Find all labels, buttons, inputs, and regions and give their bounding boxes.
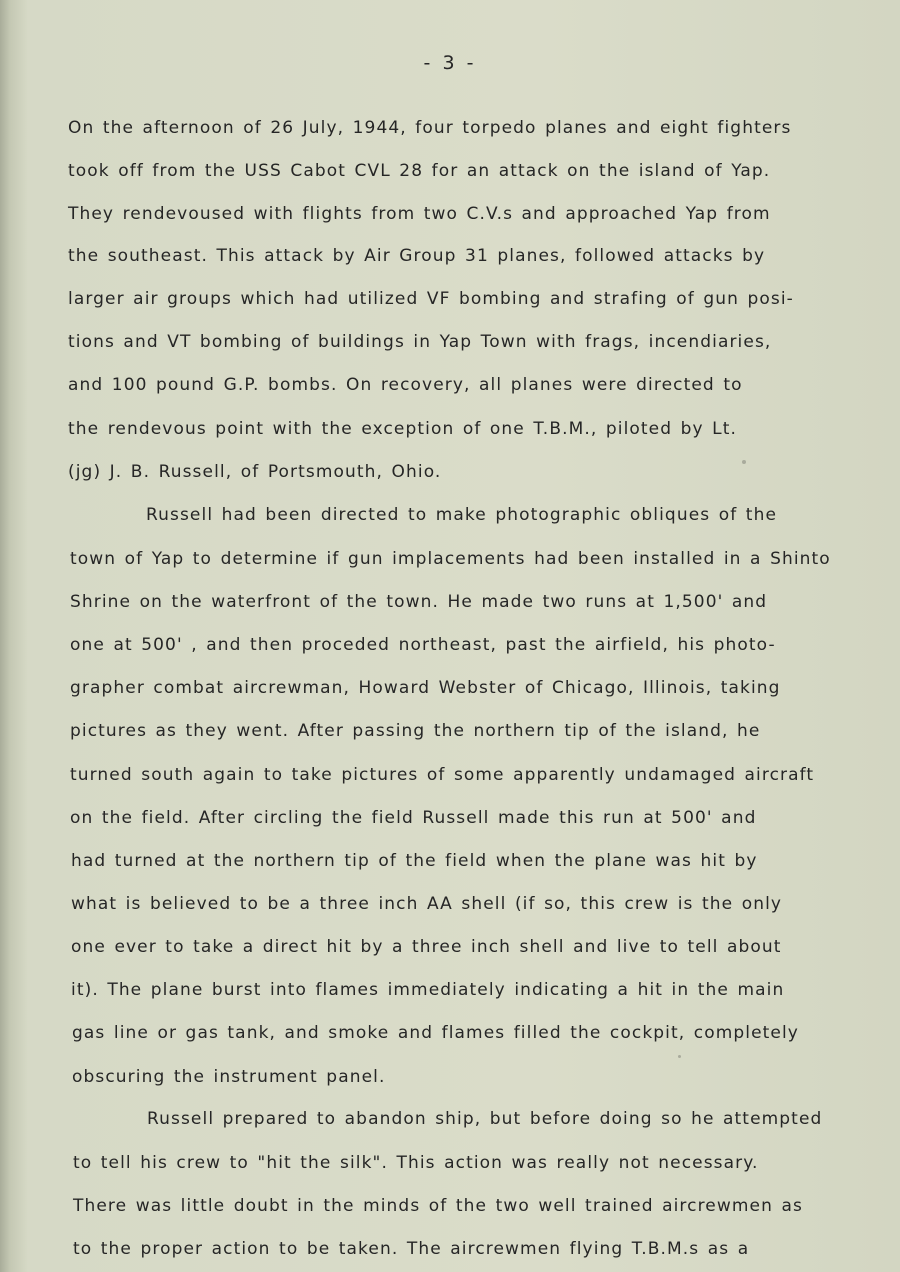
text-line: on the field. After circling the field Russell made this run at 500' and [70, 808, 757, 828]
text-line: There was little doubt in the minds of the two well trained aircrewmen as [73, 1196, 803, 1216]
text-line: one at 500' , and then proceded northeast, past the airfield, his photo- [70, 635, 776, 655]
text-line: town of Yap to determine if gun implacements had been installed in a Shinto [70, 549, 831, 569]
text-line: the southeast. This attack by Air Group 31 planes, followed attacks by [68, 246, 766, 266]
text-line: one ever to take a direct hit by a three inch shell and live to tell about [71, 937, 782, 957]
text-line: gas line or gas tank, and smoke and flames filled the cockpit, completely [72, 1023, 799, 1043]
text-line: tions and VT bombing of buildings in Yap Town with frags, incendiaries, [68, 332, 772, 352]
text-line: to tell his crew to "hit the silk". This action was really not necessary. [73, 1153, 759, 1173]
text-line: They rendevoused with flights from two C.V.s and approached Yap from [68, 204, 771, 224]
text-line: (jg) J. B. Russell, of Portsmouth, Ohio. [68, 462, 442, 482]
text-line: Russell prepared to abandon ship, but before doing so he attempted [147, 1109, 823, 1129]
text-line: pictures as they went. After passing the northern tip of the island, he [70, 721, 761, 741]
text-line: it). The plane burst into flames immediately indicating a hit in the main [71, 980, 785, 1000]
text-line: the rendevous point with the exception of one T.B.M., piloted by Lt. [68, 419, 738, 439]
text-line: larger air groups which had utilized VF bombing and strafing of gun posi- [68, 289, 794, 309]
page-number: - 3 - [423, 52, 477, 74]
text-line: to the proper action to be taken. The aircrewmen flying T.B.M.s as a [73, 1239, 750, 1259]
text-line: Shrine on the waterfront of the town. He made two runs at 1,500' and [70, 592, 768, 612]
text-line: had turned at the northern tip of the field when the plane was hit by [71, 851, 758, 871]
text-line: took off from the USS Cabot CVL 28 for an attack on the island of Yap. [68, 161, 771, 181]
text-line: On the afternoon of 26 July, 1944, four torpedo planes and eight fighters [68, 118, 792, 138]
text-line: Russell had been directed to make photographic obliques of the [146, 505, 778, 525]
paper-speck [742, 460, 746, 464]
text-line: and 100 pound G.P. bombs. On recovery, all planes were directed to [68, 375, 743, 395]
text-line: grapher combat aircrewman, Howard Webster of Chicago, Illinois, taking [70, 678, 781, 698]
text-line: obscuring the instrument panel. [72, 1067, 386, 1087]
paper-speck [678, 1055, 681, 1058]
text-line: turned south again to take pictures of some apparently undamaged aircraft [70, 765, 815, 785]
text-line: what is believed to be a three inch AA shell (if so, this crew is the only [71, 894, 783, 914]
